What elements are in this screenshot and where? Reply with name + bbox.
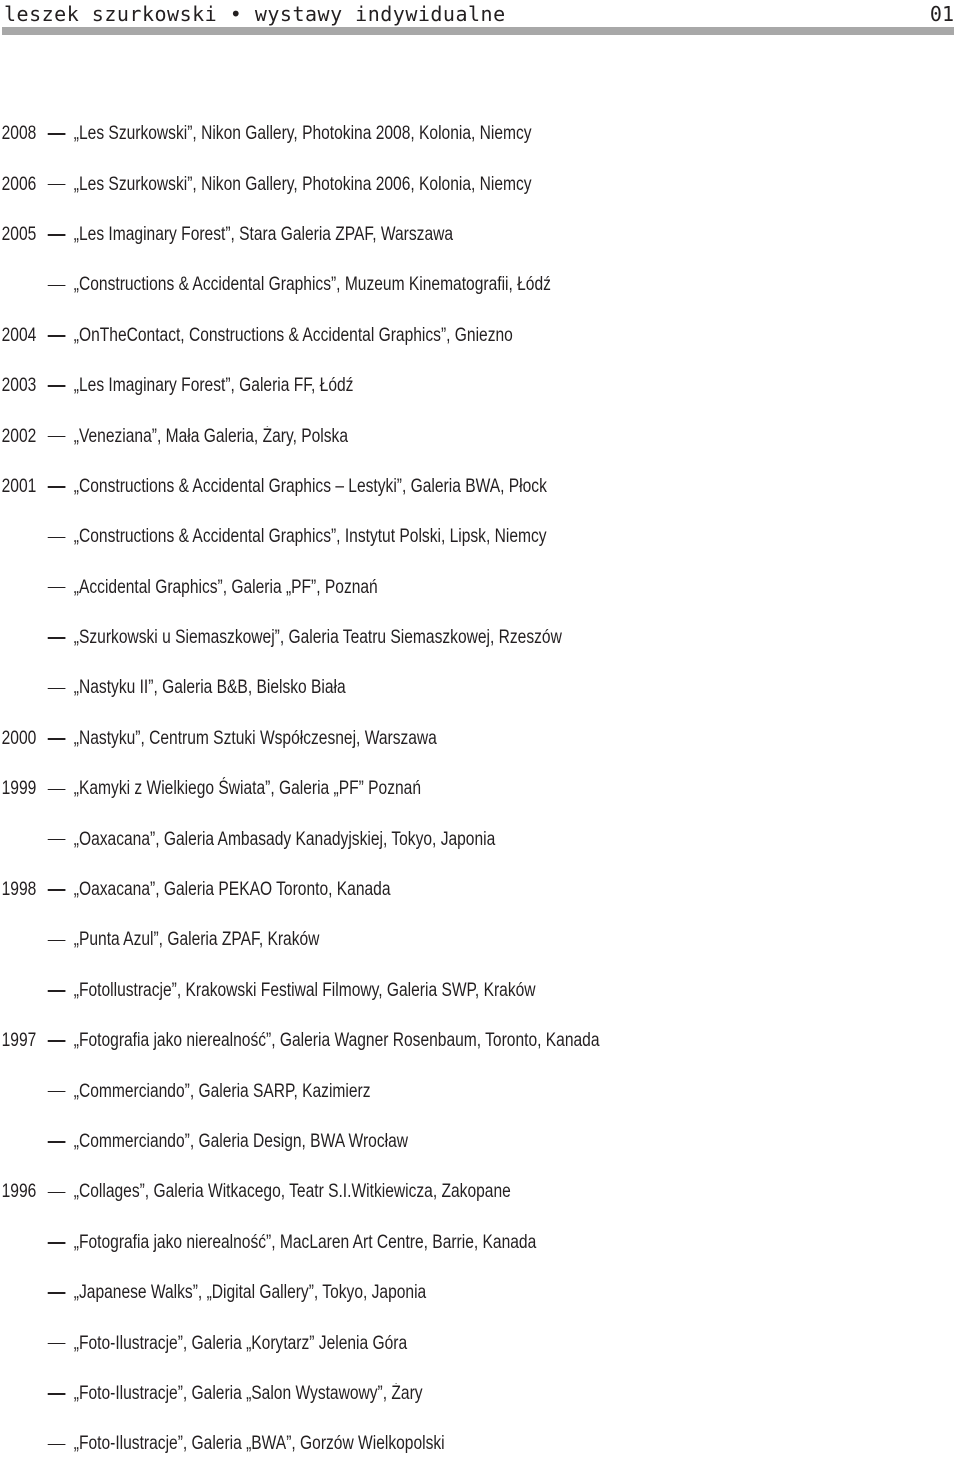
exhibition-row bbox=[0, 274, 551, 296]
exhibition-year: 2006 bbox=[1, 173, 37, 195]
exhibition-row bbox=[0, 1030, 599, 1052]
dash-separator bbox=[48, 1040, 66, 1042]
exhibition-title: „Oaxacana”, Galeria Ambasady Kanadyjskiej, Tokyo, Japonia bbox=[73, 828, 496, 850]
exhibition-row bbox=[0, 980, 536, 1002]
exhibition-item bbox=[0, 966, 956, 1016]
exhibition-title: „Les Imaginary Forest”, Stara Galeria ZPAF, Warszawa bbox=[73, 223, 454, 245]
exhibition-item bbox=[0, 361, 956, 411]
exhibition-title: „Collages”, Galeria Witkacego, Teatr S.I.Witkiewicza, Zakopane bbox=[73, 1181, 511, 1203]
dash-separator bbox=[48, 133, 66, 135]
exhibition-year: 2003 bbox=[1, 375, 37, 397]
exhibition-title: „Fotografia jako nierealność”, Galeria Wagner Rosenbaum, Toronto, Kanada bbox=[73, 1030, 600, 1052]
dash-separator bbox=[48, 537, 66, 539]
exhibition-title: „Accidental Graphics”, Galeria „PF”, Poznań bbox=[73, 576, 378, 598]
dash-separator bbox=[48, 637, 66, 639]
exhibition-item bbox=[0, 1016, 956, 1066]
dash-separator bbox=[48, 789, 66, 791]
dash-separator bbox=[48, 1141, 66, 1143]
exhibition-row bbox=[0, 577, 378, 599]
exhibition-row bbox=[0, 1181, 511, 1203]
exhibition-row bbox=[0, 627, 562, 649]
exhibition-year: 1999 bbox=[1, 778, 37, 800]
exhibition-item bbox=[0, 865, 956, 915]
exhibition-title: „Japanese Walks”, „Digital Gallery”, Tokyo, Japonia bbox=[73, 1282, 427, 1304]
exhibition-row bbox=[0, 1333, 407, 1355]
exhibition-item bbox=[0, 714, 956, 764]
dash-separator bbox=[48, 587, 66, 589]
exhibition-item bbox=[0, 512, 956, 562]
exhibition-year: 1996 bbox=[1, 1181, 37, 1203]
dash-separator bbox=[48, 335, 66, 337]
exhibition-item bbox=[0, 563, 956, 613]
dash-separator bbox=[48, 1292, 66, 1294]
dash-separator bbox=[48, 385, 66, 387]
exhibition-title: „Veneziana”, Mała Galeria, Żary, Polska bbox=[73, 425, 349, 447]
exhibition-row bbox=[0, 929, 319, 951]
exhibition-row bbox=[0, 677, 346, 699]
exhibition-title: „Les Szurkowski”, Nikon Gallery, Photokina 2008, Kolonia, Niemcy bbox=[73, 123, 532, 145]
exhibition-title: „Szurkowski u Siemaszkowej”, Galeria Teatru Siemaszkowej, Rzeszów bbox=[73, 627, 562, 649]
exhibition-item bbox=[0, 1167, 956, 1217]
exhibition-list bbox=[0, 109, 956, 1470]
exhibition-title: „Foto-Ilustracje”, Galeria „BWA”, Gorzów Wielkopolski bbox=[73, 1433, 445, 1455]
exhibition-title: „Foto-Ilustracje”, Galeria „Korytarz” Jelenia Góra bbox=[73, 1332, 408, 1354]
dash-separator bbox=[48, 839, 66, 841]
exhibition-row bbox=[0, 778, 421, 800]
exhibition-item bbox=[0, 814, 956, 864]
exhibition-title: „Les Szurkowski”, Nikon Gallery, Photokina 2006, Kolonia, Niemcy bbox=[73, 173, 532, 195]
exhibition-title: „Les Imaginary Forest”, Galeria FF, Łódź bbox=[73, 375, 354, 397]
dash-separator bbox=[48, 889, 66, 891]
exhibition-year: 2002 bbox=[1, 425, 37, 447]
exhibition-item bbox=[0, 764, 956, 814]
page-header bbox=[0, 0, 956, 37]
exhibition-row bbox=[0, 1232, 536, 1254]
dash-separator bbox=[48, 184, 66, 186]
dash-separator bbox=[48, 1444, 66, 1446]
exhibition-item bbox=[0, 462, 956, 512]
exhibition-item bbox=[0, 210, 956, 260]
exhibition-item bbox=[0, 1318, 956, 1368]
dash-separator bbox=[48, 738, 66, 740]
exhibition-item bbox=[0, 1117, 956, 1167]
exhibition-row bbox=[0, 325, 513, 347]
exhibition-year: 2005 bbox=[1, 223, 37, 245]
header-rule bbox=[2, 27, 954, 35]
exhibition-item bbox=[0, 109, 956, 159]
exhibition-row bbox=[0, 1081, 370, 1103]
exhibition-title: „Constructions & Accidental Graphics”, Muzeum Kinematografii, Łódź bbox=[73, 274, 551, 296]
exhibition-row bbox=[0, 1131, 408, 1153]
exhibition-row bbox=[0, 829, 495, 851]
exhibition-row bbox=[0, 879, 390, 901]
dash-separator bbox=[48, 688, 66, 690]
exhibition-title: „Nastyku II”, Galeria B&B, Bielsko Biała bbox=[73, 677, 346, 699]
exhibition-title: „Fotografia jako nierealność”, MacLaren Art Centre, Barrie, Kanada bbox=[73, 1231, 537, 1253]
exhibition-title: „Commerciando”, Galeria Design, BWA Wrocław bbox=[73, 1131, 409, 1152]
exhibition-year: 1997 bbox=[1, 1030, 37, 1052]
dash-separator bbox=[48, 234, 66, 236]
exhibition-title: „Constructions & Accidental Graphics – Lestyki”, Galeria BWA, Płock bbox=[73, 475, 547, 497]
exhibition-row bbox=[0, 174, 532, 196]
exhibition-title: „Fotollustracje”, Krakowski Festiwal Filmowy, Galeria SWP, Kraków bbox=[73, 979, 536, 1001]
dash-separator bbox=[48, 1192, 66, 1194]
exhibition-row bbox=[0, 728, 437, 750]
dash-separator bbox=[48, 1091, 66, 1093]
exhibition-title: „Commerciando”, Galeria SARP, Kazimierz bbox=[73, 1080, 371, 1102]
exhibition-title: „Kamyki z Wielkiego Świata”, Galeria „PF” Poznań bbox=[73, 778, 422, 800]
exhibition-year: 2004 bbox=[1, 324, 37, 346]
dash-separator bbox=[48, 1343, 66, 1345]
exhibition-row bbox=[0, 224, 453, 246]
exhibition-year: 2001 bbox=[1, 475, 37, 497]
dash-separator bbox=[48, 436, 66, 438]
exhibition-year: 2000 bbox=[1, 727, 37, 749]
exhibition-item bbox=[0, 663, 956, 713]
exhibition-title: „Oaxacana”, Galeria PEKAO Toronto, Kanada bbox=[73, 879, 391, 901]
dash-separator bbox=[48, 1393, 66, 1395]
dash-separator bbox=[48, 1242, 66, 1244]
header-title: leszek szurkowski • wystawy indywidualne bbox=[4, 2, 506, 26]
exhibition-title: „OnTheContact, Constructions & Accidental Graphics”, Gniezno bbox=[73, 324, 513, 346]
exhibition-row bbox=[0, 526, 547, 548]
exhibition-item bbox=[0, 159, 956, 209]
exhibition-item bbox=[0, 311, 956, 361]
exhibition-row bbox=[0, 1383, 423, 1405]
exhibition-row bbox=[0, 123, 532, 145]
exhibition-row bbox=[0, 426, 348, 448]
exhibition-year: 2008 bbox=[1, 123, 37, 145]
exhibition-year: 1998 bbox=[1, 879, 37, 901]
exhibition-item bbox=[0, 1369, 956, 1419]
dash-separator bbox=[48, 940, 66, 942]
dash-separator bbox=[48, 486, 66, 488]
exhibition-title: „Punta Azul”, Galeria ZPAF, Kraków bbox=[73, 929, 320, 951]
exhibition-title: „Constructions & Accidental Graphics”, Instytut Polski, Lipsk, Niemcy bbox=[73, 526, 547, 548]
exhibition-item bbox=[0, 1066, 956, 1116]
exhibition-title: „Nastyku”, Centrum Sztuki Współczesnej, Warszawa bbox=[73, 727, 437, 749]
exhibition-item bbox=[0, 613, 956, 663]
exhibition-row bbox=[0, 375, 353, 397]
exhibition-item bbox=[0, 1218, 956, 1268]
exhibition-row bbox=[0, 476, 547, 498]
exhibition-item bbox=[0, 1419, 956, 1469]
exhibition-item bbox=[0, 1268, 956, 1318]
exhibition-row bbox=[0, 1433, 445, 1455]
exhibition-title: „Foto-Ilustracje”, Galeria „Salon Wystawowy”, Żary bbox=[73, 1382, 423, 1404]
dash-separator bbox=[48, 285, 66, 287]
exhibition-item bbox=[0, 260, 956, 310]
dash-separator bbox=[48, 990, 66, 992]
exhibition-item bbox=[0, 915, 956, 965]
exhibition-item bbox=[0, 411, 956, 461]
page-number: 01 bbox=[929, 2, 954, 26]
exhibition-row bbox=[0, 1282, 426, 1304]
